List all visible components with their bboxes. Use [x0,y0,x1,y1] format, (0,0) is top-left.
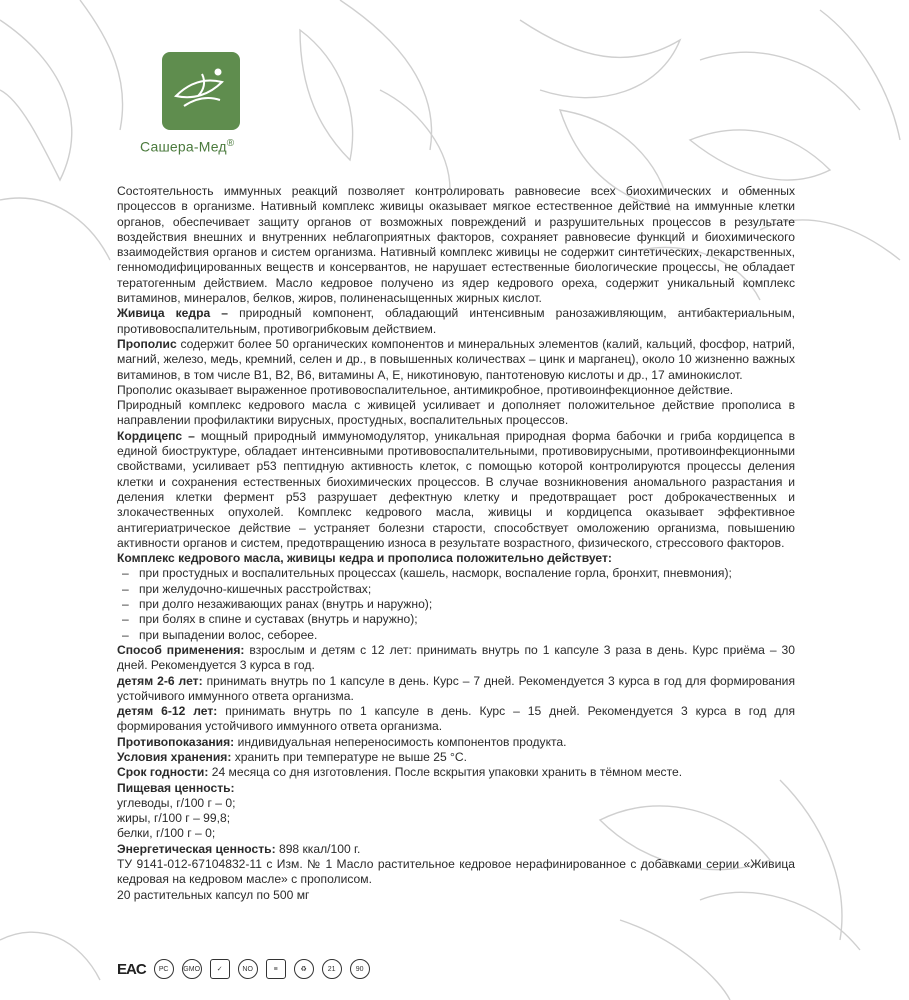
product-description [117,184,795,903]
usage-adults: Способ применения: взрослым и детям с 12 лет: принимать внутрь по 1 капсуле 3 раза в день. Курс приёма – 30 дней. Рекомендуется 3 курса в год. [117,642,795,673]
tech-spec: ТУ 9141-012-67104832-11 с Изм. № 1 Масло растительное кедровое нерафинированное с добавками серии «Живица кедровая на кедровом масле» с прополисом. [117,857,795,887]
eac-mark-icon: EAC [117,960,146,978]
contraindications: Противопоказания: индивидуальная непереносимость компонентов продукта. [117,734,567,749]
recycle-90-icon: 90 [350,959,370,979]
list-item: – при выпадении волос, себорее. [117,628,795,643]
storage-conditions: Условия хранения: хранить при температуре не выше 25 °С. [117,749,467,764]
brand-name: Сашера-Мед® [140,138,235,155]
brand-logo [162,52,240,130]
action-list [117,566,795,642]
action-heading: Комплекс кедрового масла, живицы кедра и прополиса положительно действует: [117,551,612,566]
rs-mark-icon: РС [154,959,174,979]
list-item: – при болях в спине и суставах (внутрь и наружно); [117,612,795,627]
complex-paragraph: Природный комплекс кедрового масла с живицей усиливает и дополняет положительное действие прополиса в направлении профилактики вирусных, простудных, воспалительных процессов. [117,398,795,428]
package-info: 20 растительных капсул по 500 мг [117,887,310,902]
zhivica-paragraph: Живица кедра – природный компонент, обладающий интенсивным ранозаживляющим, антибактериальным, противовоспалительным, противогрибковым действием. [117,306,795,336]
cordyceps-paragraph: Кордицепс – мощный природный иммуномодулятор, уникальная природная форма бабочки и гриба кордицепса в единой биоструктуре, обладает интенсивными противовоспалительными, противовирусными, противоинфекционными свойствами, усиливает р53 пептидную активность клеток, с помощью которой контролируются процессы деления клетки и сохранения естественных биохимических процессов. В случае возникновения аномального разрастания и деления клетки фермент р53 разрушает дефектную клетку и предотвращает рост доброкачественных и злокачественных опухолей. Комплекс кедрового масла, живицы и кордицепса оказывает эффективное антигериатрическое действие – устраняет болезни старости, способствует омоложению организма, повышению активности органов и систем, предотвращению износа в результате возрастного, физического, стрессового факторов. [117,428,795,550]
no-mark-icon: NO [238,959,258,979]
propolis-effect: Прополис оказывает выраженное противовоспалительное, антимикробное, противоинфекционное действие. [117,382,734,397]
nutrition-heading: Пищевая ценность: [117,780,235,795]
nutrition-carbs: углеводы, г/100 г – 0; [117,795,236,810]
energy-value: Энергетическая ценность: 898 ккал/100 г. [117,841,361,856]
list-item: – при желудочно-кишечных расстройствах; [117,582,795,597]
nutrition-proteins: белки, г/100 г – 0; [117,826,216,841]
usage-kids-2-6: детям 2-6 лет: принимать внутрь по 1 капсуле в день. Курс – 7 дней. Рекомендуется 3 курса в год для формирования устойчивого иммунного ответа организма. [117,673,795,703]
shelf-life: Срок годности: 24 месяца со дня изготовления. После вскрытия упаковки хранить в тёмном месте. [117,765,683,780]
list-item: – при простудных и воспалительных процессах (кашель, насморк, воспаление горла, бронхит, пневмония); [117,566,795,581]
list-item: – при долго незаживающих ранах (внутрь и наружно); [117,597,795,612]
bird-leaf-icon [162,52,240,130]
intro-paragraph: Состоятельность иммунных реакций позволяет контролировать равновесие всех биохимических и обменных процессов в организме. Нативный комплекс живицы оказывает мягкое естественное действие на иммунные клетки органов, обеспечивает защиту органов от возможных повреждений и разрушительных процессов в результате воздействия внешних и внутренних неблагоприятных факторов, сохраняет равновесие функций и биохимического взаимодействия органов и систем организма. Нативный комплекс живицы не содержит синтетических, лекарственных, генномодифицированных веществ и консервантов, не нарушает естественные биологические процессы, не обладает тератогенным действием. Масло кедровое получено из ядер кедрового ореха, содержит уникальный комплекс витаминов, минералов, белков, жиров, полиненасыщенных жирных кислот. [117,184,795,306]
check-quality-icon: ✓ [210,959,230,979]
recycle-21-icon: 21 [322,959,342,979]
nutrition-fats: жиры, г/100 г – 99,8; [117,811,231,826]
propolis-paragraph: Прополис содержит более 50 органических компонентов и минеральных элементов (калий, кальций, фосфор, натрий, магний, железо, медь, кремний, селен и др., в повышенных количествах – цинк и марганец), около 10 жизненно важных витаминов, в том числе В1, В2, В6, витамины А, Е, никотиновую, пантотеновую кислоты и др., 17 аминокислот. [117,336,795,382]
certification-marks [117,957,370,981]
recycle-icon: ♻ [294,959,314,979]
gmo-free-icon: GMO [182,959,202,979]
usage-kids-6-12: детям 6-12 лет: принимать внутрь по 1 капсуле в день. Курс – 15 дней. Рекомендуется 3 курса в год для формирования устойчивого иммунного ответа организма. [117,704,795,734]
food-safe-icon: ≡ [266,959,286,979]
